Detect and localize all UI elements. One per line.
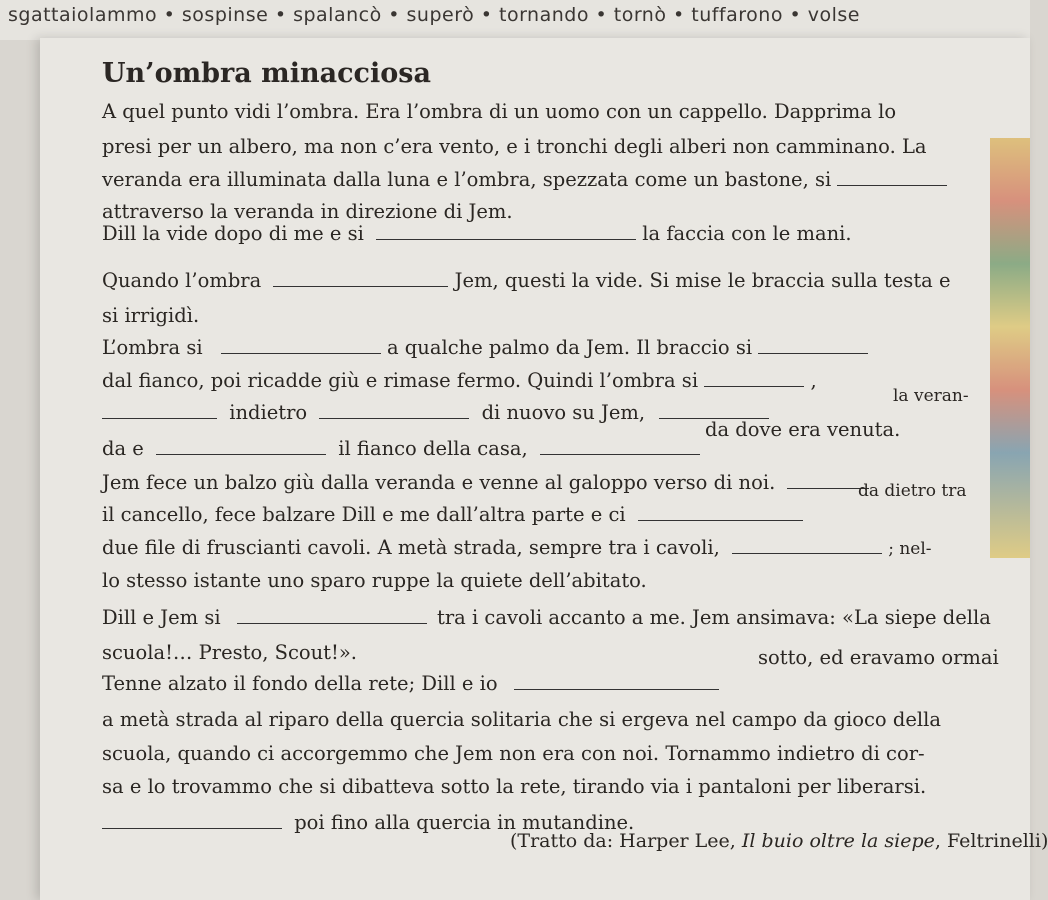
text-line-21: sa e lo trovammo che si dibatteva sotto la rete, tirando via i pantaloni per liberarsi. xyxy=(102,775,927,798)
text-segment: il cancello, fece balzare Dill e me dall’altra parte e ci xyxy=(102,503,626,526)
book-edge-decoration xyxy=(990,138,1030,558)
text-line-7: si irrigidì. xyxy=(102,304,200,327)
text-segment: , xyxy=(810,369,817,392)
text-segment: Tenne alzato il fondo della rete; Dill e io xyxy=(102,672,498,695)
exercise-page xyxy=(40,38,1048,900)
source-citation xyxy=(510,830,1048,852)
text-line-18 xyxy=(102,674,719,694)
word-bank-strip xyxy=(0,0,1030,40)
text-segment: L’ombra si xyxy=(102,336,203,359)
text-segment: Dill la vide dopo di me e si xyxy=(102,222,364,245)
word-bank: sgattaiolammo • sospinse • spalancò • superò • tornando • tornò • tuffarono • volse xyxy=(8,4,860,26)
text-line-6 xyxy=(102,271,951,291)
text-segment: la faccia con le mani. xyxy=(642,222,852,245)
text-segment: Jem fece un balzo giù dalla veranda e venne al galoppo verso di noi. xyxy=(102,471,776,494)
citation-book-title: Il buio oltre la siepe xyxy=(741,830,935,852)
text-line-14 xyxy=(102,538,932,558)
answer-blank[interactable] xyxy=(837,171,947,186)
text-line-10 xyxy=(102,403,769,423)
text-segment: il fianco della casa, xyxy=(338,437,528,460)
text-segment: Quando l’ombra xyxy=(102,269,262,292)
citation-prefix: (Tratto da: Harper Lee, xyxy=(510,830,742,852)
answer-blank[interactable] xyxy=(221,339,381,354)
text-line-12 xyxy=(102,473,869,493)
answer-blank[interactable] xyxy=(732,539,882,554)
answer-blank[interactable] xyxy=(514,675,719,690)
text-segment: due file di fruscianti cavoli. A metà strada, sempre tra i cavoli, xyxy=(102,536,720,559)
text-segment: poi fino alla quercia in mutandine. xyxy=(294,811,635,834)
text-line-20: scuola, quando ci accorgemmo che Jem non era con noi. Tornammo indietro di cor- xyxy=(102,742,925,765)
text-line-13 xyxy=(102,505,803,525)
text-line-9 xyxy=(102,371,817,391)
answer-blank[interactable] xyxy=(237,609,427,624)
answer-blank[interactable] xyxy=(376,225,636,240)
answer-blank[interactable] xyxy=(102,814,282,829)
text-line-11 xyxy=(102,439,700,459)
text-line-15: lo stesso istante uno sparo ruppe la quiete dell’abitato. xyxy=(102,569,647,592)
text-segment: di nuovo su Jem, xyxy=(481,401,646,424)
text-line-19: a metà strada al riparo della quercia solitaria che si ergeva nel campo da gioco della xyxy=(102,708,941,731)
text-line-1: A quel punto vidi l’ombra. Era l’ombra di un uomo con un cappello. Dapprima lo xyxy=(102,100,897,123)
answer-blank[interactable] xyxy=(540,440,700,455)
answer-blank[interactable] xyxy=(102,404,217,419)
citation-suffix: , Feltrinelli) xyxy=(934,830,1048,852)
text-line-5 xyxy=(102,224,852,244)
text-segment: ; nel- xyxy=(888,539,932,559)
text-line-17: scuola!… Presto, Scout!». xyxy=(102,641,357,664)
text-segment: da dove era venuta. xyxy=(705,418,901,441)
text-segment: sotto, ed eravamo ormai xyxy=(758,646,999,669)
text-segment: tra i cavoli accanto a me. Jem ansimava: «La siepe della xyxy=(436,606,991,629)
answer-blank[interactable] xyxy=(638,506,803,521)
answer-blank[interactable] xyxy=(659,404,769,419)
answer-blank[interactable] xyxy=(758,339,868,354)
text-line-4: attraverso la veranda in direzione di Jem. xyxy=(102,200,513,223)
text-segment: dal fianco, poi ricadde giù e rimase fermo. Quindi l’ombra si xyxy=(102,369,699,392)
text-line-2: presi per un albero, ma non c’era vento, e i tronchi degli alberi non camminano. La xyxy=(102,135,927,158)
text-segment: a qualche palmo da Jem. Il braccio si xyxy=(386,336,753,359)
answer-blank[interactable] xyxy=(273,272,448,287)
text-line-8 xyxy=(102,338,868,358)
text-segment: veranda era illuminata dalla luna e l’ombra, spezzata come un bastone, si xyxy=(102,168,832,191)
text-segment: la veran- xyxy=(893,386,969,406)
text-line-16 xyxy=(102,608,991,628)
text-segment: da e xyxy=(102,437,144,460)
text-line-3 xyxy=(102,170,947,190)
text-segment: da dietro tra xyxy=(858,481,967,501)
text-segment: indietro xyxy=(229,401,308,424)
text-segment: Dill e Jem si xyxy=(102,606,221,629)
exercise-title: Un’ombra minacciosa xyxy=(102,58,431,89)
answer-blank[interactable] xyxy=(704,372,804,387)
answer-blank[interactable] xyxy=(156,440,326,455)
text-segment: Jem, questi la vide. Si mise le braccia sulla testa e xyxy=(454,269,951,292)
answer-blank[interactable] xyxy=(319,404,469,419)
